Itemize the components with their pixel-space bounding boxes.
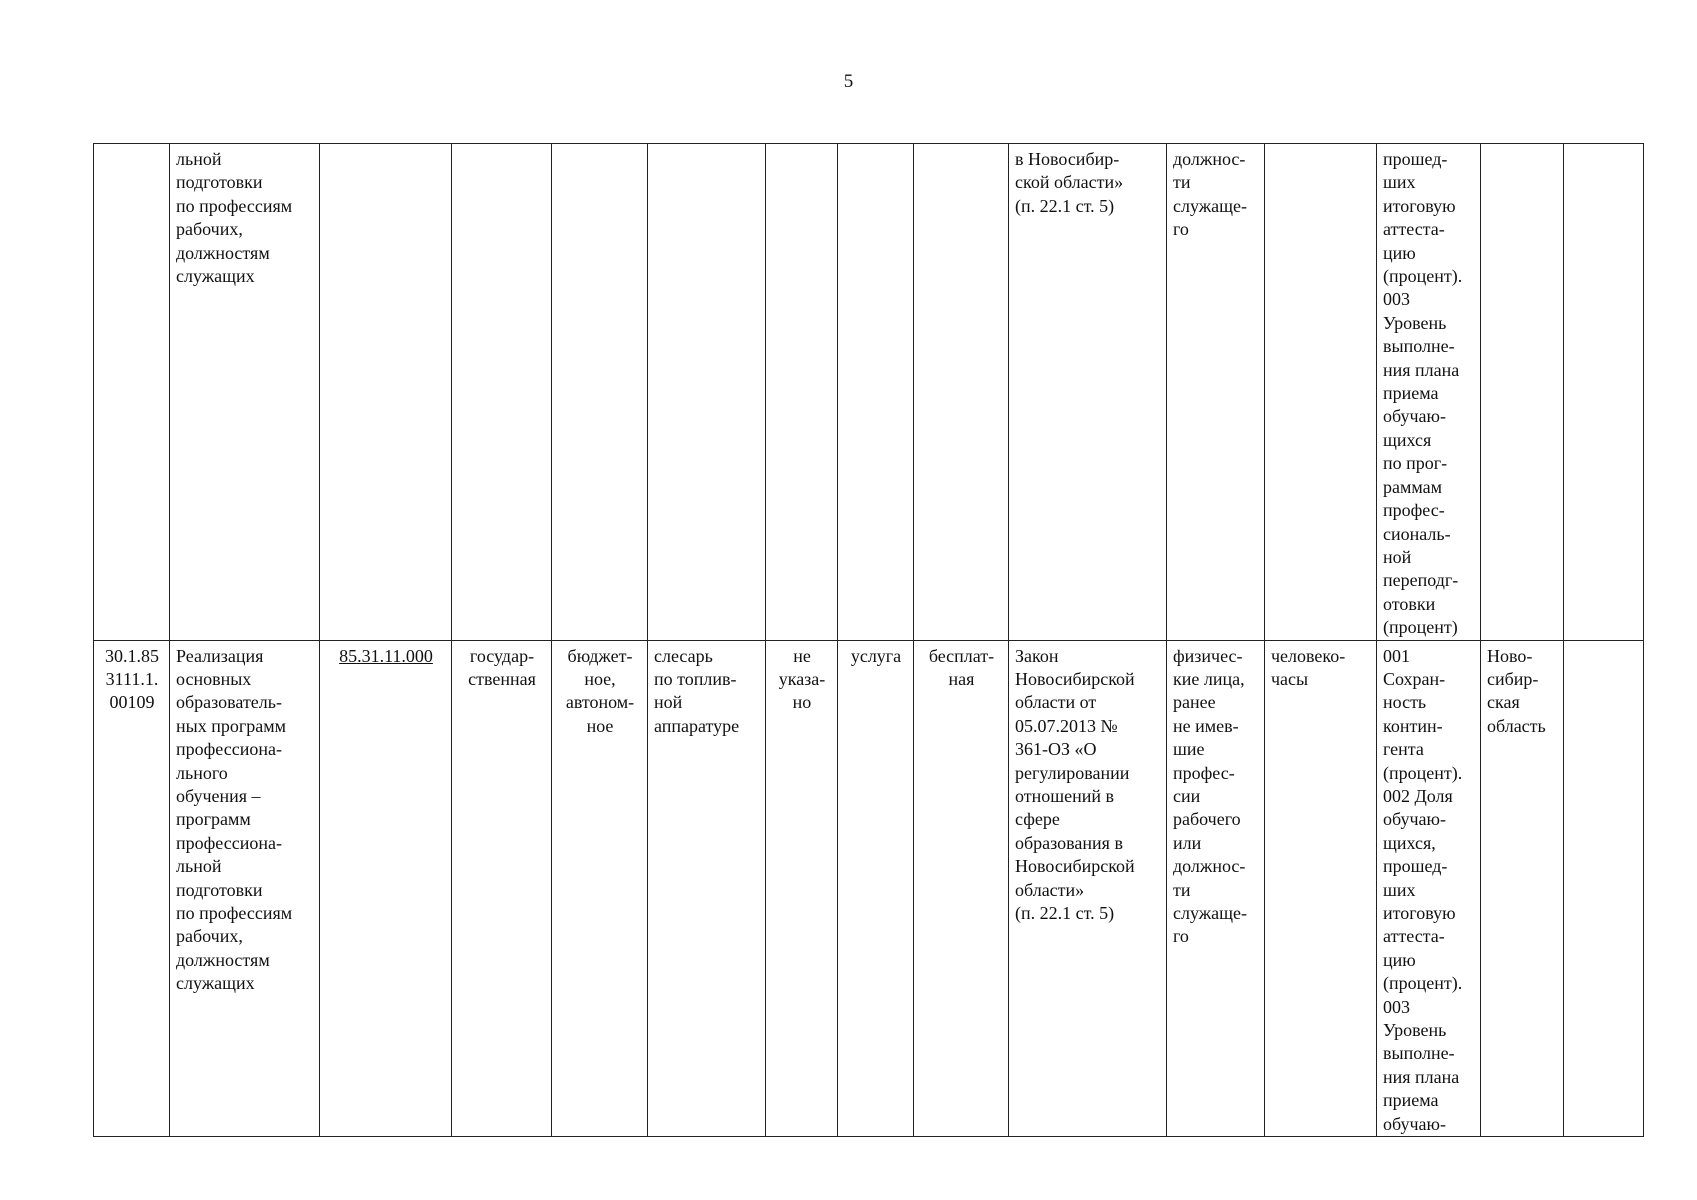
cell-profession: слесарь по топлив- ной аппаратуре	[648, 640, 766, 1137]
cell-kind	[838, 144, 914, 641]
table-row	[94, 640, 1644, 1137]
cell-indicators: прошед- ших итоговую аттеста- цию (процент). 003 Уровень выполне- ния плана приема обучаю- щихся по прог- раммам профес- сиональ- ной переподг- отовки (процент)	[1377, 144, 1481, 641]
cell-service-name: Реализация основных образователь- ных программ профессиона- льного обучения – программ профессиона- льной подготовки по профессиям рабочих, должностям служащих	[170, 640, 320, 1137]
cell-code	[94, 144, 170, 641]
cell-region: Ново- сибир- ская область	[1481, 640, 1564, 1137]
cell-unit: человеко- часы	[1265, 640, 1377, 1137]
cell-extra	[1564, 640, 1644, 1137]
cell-institution-type: бюджет- ное, автоном- ное	[552, 640, 648, 1137]
cell-profession	[648, 144, 766, 641]
services-table	[93, 143, 1644, 1137]
cell-form: государ- ственная	[452, 640, 552, 1137]
cell-legal-basis: в Новосибир- ской области» (п. 22.1 ст. 5)	[1009, 144, 1167, 641]
cell-kind: услуга	[838, 640, 914, 1137]
cell-institution-type	[552, 144, 648, 641]
cell-specified	[766, 144, 838, 641]
cell-consumers: физичес- кие лица, ранее не имев- шие профес- сии рабочего или должнос- ти служаще- го	[1167, 640, 1265, 1137]
cell-payment	[914, 144, 1009, 641]
cell-okpd-code	[320, 144, 452, 641]
cell-unit	[1265, 144, 1377, 641]
cell-code: 30.1.85 3111.1. 00109	[94, 640, 170, 1137]
cell-payment: бесплат- ная	[914, 640, 1009, 1137]
cell-form	[452, 144, 552, 641]
cell-region	[1481, 144, 1564, 641]
cell-okpd-code: 85.31.11.000	[320, 640, 452, 1137]
cell-legal-basis: Закон Новосибирской области от 05.07.2013 № 361-ОЗ «О регулировании отношений в сфере образования в Новосибирской области» (п. 22.1 ст. 5)	[1009, 640, 1167, 1137]
cell-extra	[1564, 144, 1644, 641]
table-row	[94, 144, 1644, 641]
cell-indicators: 001 Сохран- ность контин- гента (процент). 002 Доля обучаю- щихся, прошед- ших итоговую аттеста- цию (процент). 003 Уровень выполне- ния плана приема обучаю-	[1377, 640, 1481, 1137]
cell-consumers: должнос- ти служаще- го	[1167, 144, 1265, 641]
page-number: 5	[843, 71, 854, 92]
cell-service-name: льной подготовки по профессиям рабочих, должностям служащих	[170, 144, 320, 641]
cell-specified: не указа- но	[766, 640, 838, 1137]
